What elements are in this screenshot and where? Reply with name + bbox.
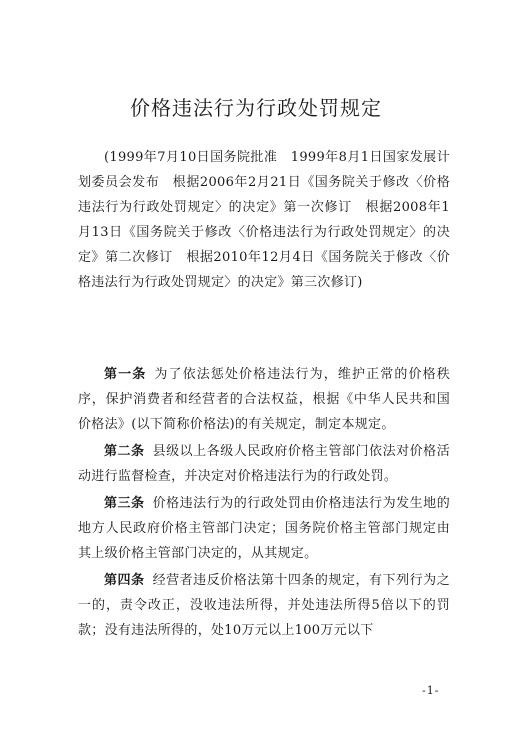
article-text: 价格违法行为的行政处罚由价格违法行为发生地的地方人民政府价格主管部门决定；国务院价格主管部门规定由其上级价格主管部门决定的，从其规定。	[78, 496, 450, 561]
article-label: 第二条	[104, 444, 145, 459]
articles-section	[78, 362, 450, 645]
article-label: 第四条	[104, 573, 145, 588]
article-4	[78, 568, 450, 643]
article-3	[78, 491, 450, 566]
article-text: 经营者违反价格法第十四条的规定，有下列行为之一的，责令改正，没收违法所得，并处违法所得5倍以下的罚款；没有违法所得的，处10万元以上100万元以下	[78, 573, 450, 638]
article-2	[78, 439, 450, 489]
article-1	[78, 362, 450, 437]
revision-history-preamble: (1999年7月10日国务院批准 1999年8月1日国家发展计划委员会发布 根据2006年2月21日《国务院关于修改〈价格违法行为行政处罚规定〉的决定》第一次修订 根据2008年1月13日《国务院关于修改〈价格违法行为行政处罚规定〉的决定》第二次修订 根据2010年12月4日《国务院关于修改〈价格违法行为行政处罚规定〉的决定》第三次修订)	[78, 150, 450, 290]
article-text: 为了依法惩处价格违法行为，维护正常的价格秩序，保护消费者和经营者的合法权益，根据《中华人民共和国价格法》(以下简称价格法)的有关规定，制定本规定。	[78, 367, 450, 432]
article-label: 第一条	[104, 367, 147, 382]
article-label: 第三条	[104, 496, 145, 511]
page-number: -1-	[422, 684, 440, 697]
document-title: 价格违法行为行政处罚规定	[130, 96, 382, 120]
article-text: 县级以上各级人民政府价格主管部门依法对价格活动进行监督检查，并决定对价格违法行为的行政处罚。	[78, 444, 450, 484]
